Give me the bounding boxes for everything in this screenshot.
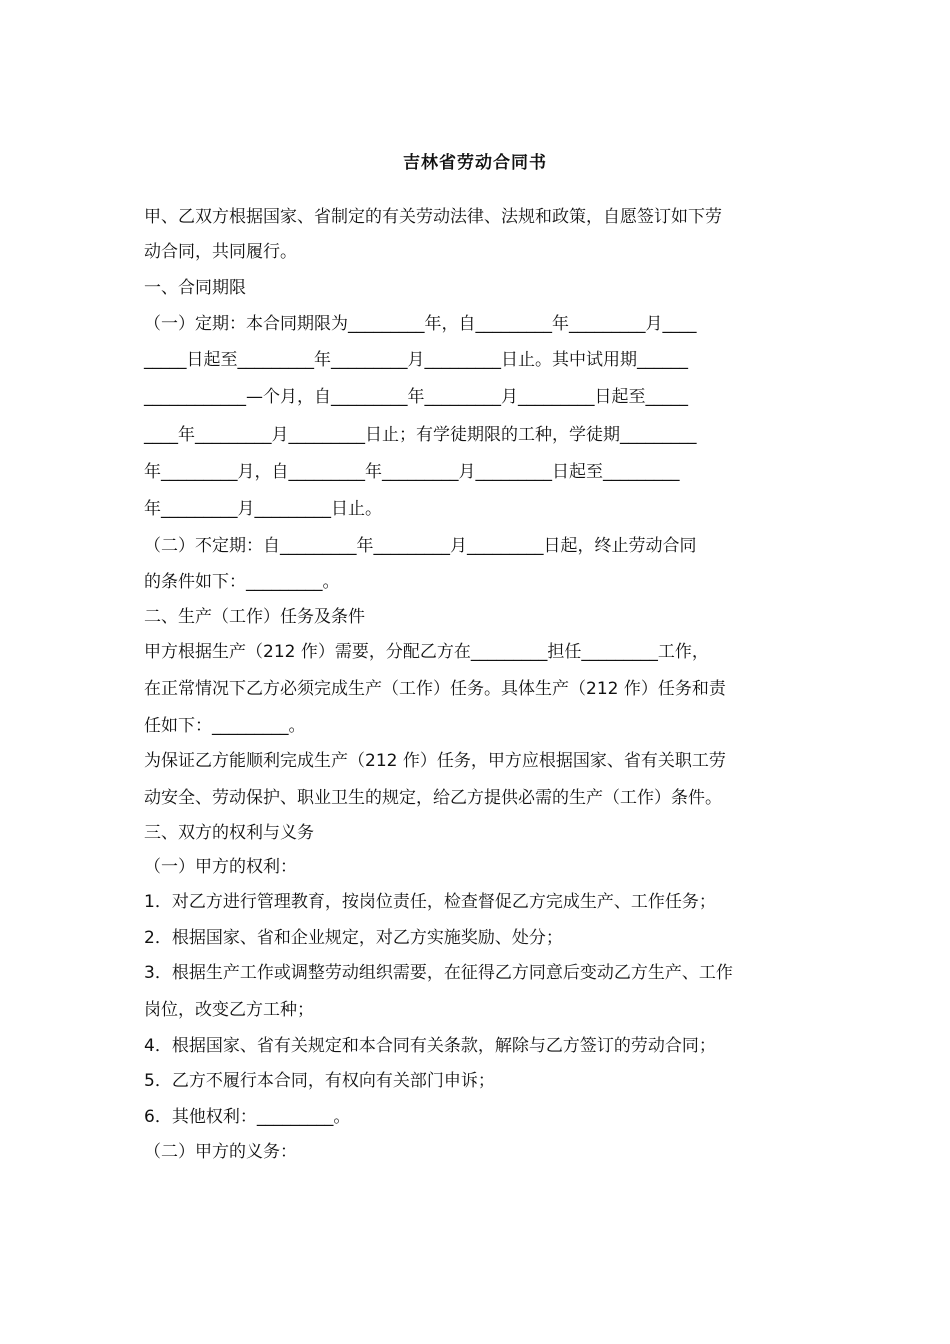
list-item: 岗位，改变乙方工种； [144, 1000, 314, 1020]
body-line: _____日起至_________年_________月_________日止。其中试用期______ [144, 350, 688, 370]
body-line: ____年_________月_________日止；有学徒期限的工种，学徒期_________ [144, 425, 697, 445]
body-line: 年_________月_________日止。 [144, 499, 382, 519]
body-line: 为保证乙方能顺利完成生产（212 作）任务，甲方应根据国家、省有关职工劳 [144, 751, 726, 771]
list-item: 2．根据国家、省和企业规定，对乙方实施奖励、处分； [144, 928, 563, 948]
body-line: 动安全、劳动保护、职业卫生的规定，给乙方提供必需的生产（工作）条件。 [144, 788, 722, 808]
list-item: 4．根据国家、省有关规定和本合同有关条款，解除与乙方签订的劳动合同； [144, 1036, 716, 1056]
section-heading: 一、合同期限 [144, 278, 246, 298]
body-line: 的条件如下：_________。 [144, 572, 340, 592]
list-item: 5．乙方不履行本合同，有权向有关部门申诉； [144, 1071, 495, 1091]
body-line: 在正常情况下乙方必须完成生产（工作）任务。具体生产（212 作）任务和责 [144, 679, 726, 699]
list-item: 1．对乙方进行管理教育，按岗位责任，检查督促乙方完成生产、工作任务； [144, 892, 716, 912]
section-heading: 二、生产（工作）任务及条件 [144, 607, 365, 627]
body-line: 任如下：_________。 [144, 716, 306, 736]
list-item: 6．其他权利：_________。 [144, 1107, 351, 1127]
body-line: （二）不定期：自_________年_________月_________日起，终止劳动合同 [144, 536, 697, 556]
body-line: 年_________月，自_________年_________月_________日起至_________ [144, 462, 680, 482]
body-line: ____________—个月，自_________年_________月_________日起至_____ [144, 387, 688, 407]
body-line: 动合同，共同履行。 [144, 242, 297, 262]
sub-heading: （一）甲方的权利： [144, 857, 297, 877]
document-title: 吉林省劳动合同书 [403, 153, 547, 173]
body-line: 甲方根据生产（212 作）需要，分配乙方在_________担任_________工作， [144, 642, 709, 662]
sub-heading: （二）甲方的义务： [144, 1142, 297, 1162]
section-heading: 三、双方的权利与义务 [144, 823, 314, 843]
list-item: 3．根据生产工作或调整劳动组织需要，在征得乙方同意后变动乙方生产、工作 [144, 963, 733, 983]
body-line: 甲、乙双方根据国家、省制定的有关劳动法律、法规和政策，自愿签订如下劳 [144, 207, 722, 227]
body-line: （一）定期：本合同期限为_________年，自_________年_________月____ [144, 314, 697, 334]
